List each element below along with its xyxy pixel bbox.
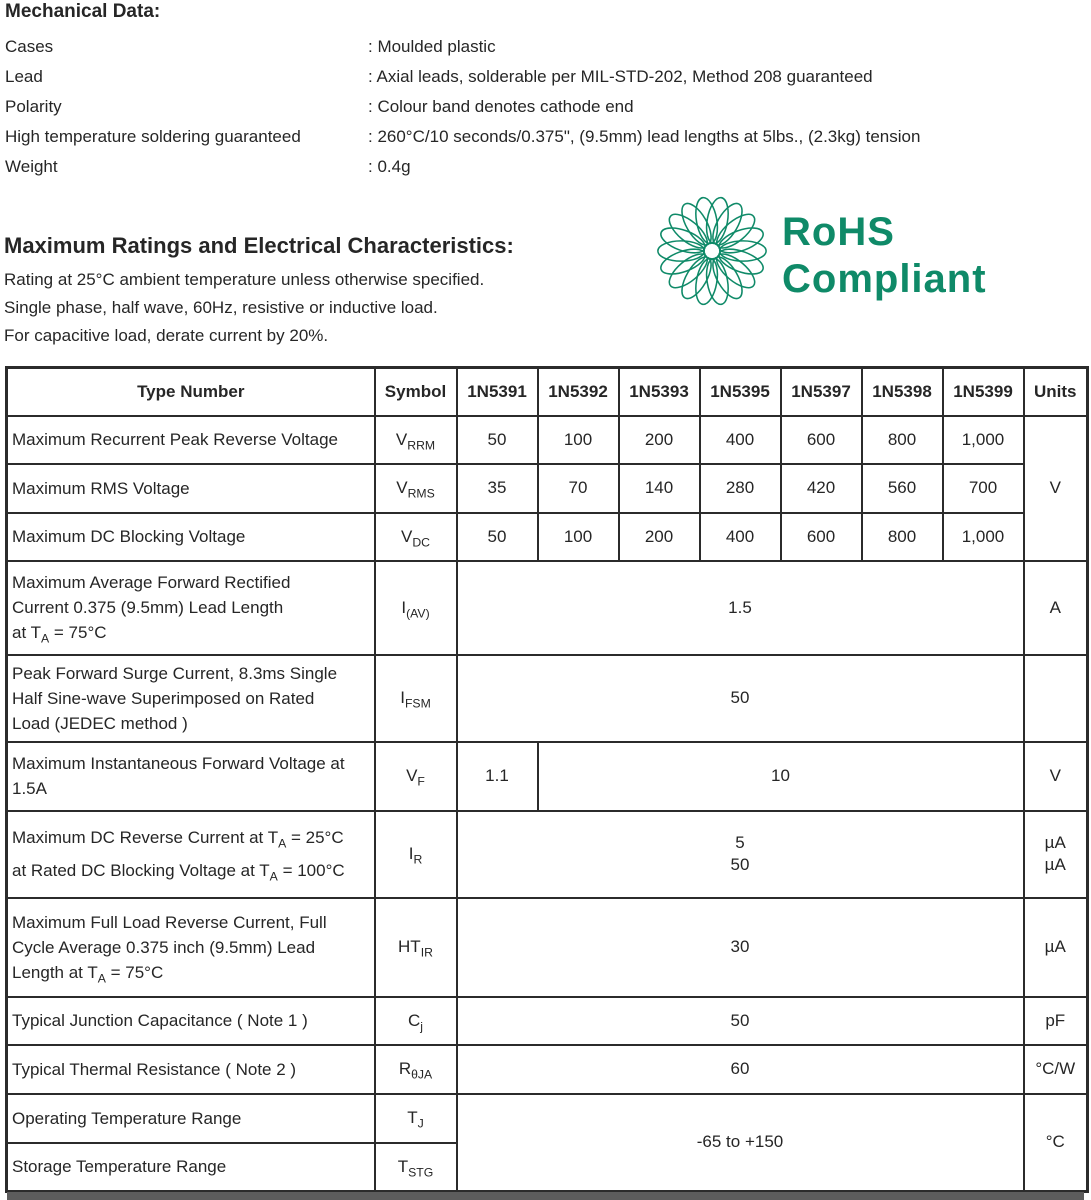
symbol-cell: $V_{RRM}$ xyxy=(375,416,457,464)
value-cell: 1,000 xyxy=(943,513,1024,561)
param-cell: Maximum DC Blocking Voltage xyxy=(7,513,375,561)
mech-label: Lead xyxy=(5,67,43,86)
units-cell: pF xyxy=(1024,997,1088,1045)
next-section-bar xyxy=(7,1192,1084,1200)
table-row-vf xyxy=(7,742,1088,811)
mech-value: : 260°C/10 seconds/0.375", (9.5mm) lead lengths at 5lbs., (2.3kg) tension xyxy=(368,127,921,146)
symbol-cell: $V_{DC}$ xyxy=(375,513,457,561)
ratings-table xyxy=(5,366,1089,1193)
value-cell-span: 10 xyxy=(538,742,1024,811)
units-cell: V xyxy=(1024,416,1088,561)
value-cell-span: 5 50 xyxy=(457,811,1024,898)
param-cell: Peak Forward Surge Current, 8.3ms Single Half Sine-wave Superimposed on Rated Load (JEDEC method ) xyxy=(7,655,375,742)
table-row-rthja xyxy=(7,1045,1088,1094)
symbol-cell: $R_{\theta JA}$ xyxy=(375,1045,457,1094)
param-cell: Typical Junction Capacitance ( Note 1 ) xyxy=(7,997,375,1045)
ratings-heading: Maximum Ratings and Electrical Characteristics: xyxy=(4,233,514,258)
symbol-cell: $I_{FSM}$ xyxy=(375,655,457,742)
value-cell-span: -65 to +150 xyxy=(457,1094,1024,1192)
mechanical-data-section xyxy=(5,1,1086,182)
symbol-cell: $V_{RMS}$ xyxy=(375,464,457,513)
value-cell: 700 xyxy=(943,464,1024,513)
value-cell: 140 xyxy=(619,464,700,513)
units-cell: A xyxy=(1024,561,1088,655)
mech-label: Polarity xyxy=(5,97,62,116)
column-header-type-number: Type Number xyxy=(7,368,375,416)
mech-value: : 0.4g xyxy=(368,157,411,176)
param-cell: Operating Temperature Range xyxy=(7,1094,375,1143)
value-cell: 200 xyxy=(619,513,700,561)
ratings-notes xyxy=(4,269,484,353)
param-cell: Maximum RMS Voltage xyxy=(7,464,375,513)
param-cell: Maximum DC Reverse Current at $T_A = 25^\circ C$ at Rated DC Blocking Voltage at $T_A = 100^\circ C$ xyxy=(7,811,375,898)
symbol-cell: $V_F$ xyxy=(375,742,457,811)
value-cell: 50 xyxy=(457,513,538,561)
table-row-htir xyxy=(7,898,1088,997)
value-cell: 420 xyxy=(781,464,862,513)
symbol-cell: $T_{STG}$ xyxy=(375,1143,457,1192)
symbol-cell: $I_{(AV)}$ xyxy=(375,561,457,655)
mech-label: Cases xyxy=(5,37,54,56)
value-cell: 100 xyxy=(538,416,619,464)
mech-row-cases xyxy=(5,32,1086,62)
symbol-cell: $T_J$ xyxy=(375,1094,457,1143)
mech-value: : Colour band denotes cathode end xyxy=(368,97,634,116)
column-header-part: 1N5391 xyxy=(457,368,538,416)
value-cell: 100 xyxy=(538,513,619,561)
units-cell: µA xyxy=(1024,898,1088,997)
note-line: Single phase, half wave, 60Hz, resistive or inductive load. xyxy=(4,298,438,317)
value-cell: 200 xyxy=(619,416,700,464)
value-cell: 280 xyxy=(700,464,781,513)
symbol-cell: $C_j$ xyxy=(375,997,457,1045)
param-cell: Maximum Instantaneous Forward Voltage at 1.5A xyxy=(7,742,375,811)
column-header-part: 1N5397 xyxy=(781,368,862,416)
value-cell-span: 60 xyxy=(457,1045,1024,1094)
table-header-row xyxy=(7,368,1088,416)
value-cell: 560 xyxy=(862,464,943,513)
rohs-spirograph-icon xyxy=(654,193,770,309)
param-cell: Maximum Recurrent Peak Reverse Voltage xyxy=(7,416,375,464)
mechanical-data-heading: Mechanical Data: xyxy=(5,1,161,22)
value-cell: 800 xyxy=(862,416,943,464)
value-cell-span: 30 xyxy=(457,898,1024,997)
symbol-cell: $HT_{IR}$ xyxy=(375,898,457,997)
value-cell: 50 xyxy=(457,416,538,464)
param-cell: Typical Thermal Resistance ( Note 2 ) xyxy=(7,1045,375,1094)
value-cell: 600 xyxy=(781,513,862,561)
rohs-line2: Compliant xyxy=(782,257,987,301)
column-header-units: Units xyxy=(1024,368,1088,416)
mech-row-weight xyxy=(5,152,1086,182)
value-cell: 400 xyxy=(700,416,781,464)
units-cell: °C/W xyxy=(1024,1045,1088,1094)
value-cell: 1,000 xyxy=(943,416,1024,464)
mech-value: : Moulded plastic xyxy=(368,37,496,56)
column-header-part: 1N5398 xyxy=(862,368,943,416)
table-row-cj xyxy=(7,997,1088,1045)
rohs-text xyxy=(782,209,987,303)
table-row-vdc xyxy=(7,513,1088,561)
value-cell-span: 50 xyxy=(457,655,1024,742)
units-cell: µA µA xyxy=(1024,811,1088,898)
table-row-tj xyxy=(7,1094,1088,1143)
note-line: For capacitive load, derate current by 20%. xyxy=(4,326,329,345)
units-cell: V xyxy=(1024,742,1088,811)
column-header-part: 1N5395 xyxy=(700,368,781,416)
rohs-compliant-logo xyxy=(654,193,987,309)
value-cell: 600 xyxy=(781,416,862,464)
value-cell: 35 xyxy=(457,464,538,513)
param-cell: Storage Temperature Range xyxy=(7,1143,375,1192)
value-cell: 1.1 xyxy=(457,742,538,811)
table-row-vrrm xyxy=(7,416,1088,464)
mech-label: Weight xyxy=(5,157,58,176)
param-cell: Maximum Full Load Reverse Current, Full Cycle Average 0.375 inch (9.5mm) Lead Length at $T_A = 75^\circ C$ xyxy=(7,898,375,997)
table-row-ifsm xyxy=(7,655,1088,742)
units-cell xyxy=(1024,655,1088,742)
table-row-iav xyxy=(7,561,1088,655)
param-cell: Maximum Average Forward Rectified Current 0.375 (9.5mm) Lead Length at $T_A = 75^\circ C$ xyxy=(7,561,375,655)
column-header-part: 1N5393 xyxy=(619,368,700,416)
note-line: Rating at 25°C ambient temperature unless otherwise specified. xyxy=(4,270,485,289)
mech-row-soldering xyxy=(5,122,1086,152)
mech-row-lead xyxy=(5,62,1086,92)
value-cell: 70 xyxy=(538,464,619,513)
column-header-part: 1N5392 xyxy=(538,368,619,416)
symbol-cell: $I_R$ xyxy=(375,811,457,898)
units-cell: °C xyxy=(1024,1094,1088,1192)
value-cell-span: 50 xyxy=(457,997,1024,1045)
value-cell-span: 1.5 xyxy=(457,561,1024,655)
mech-value: : Axial leads, solderable per MIL-STD-202, Method 208 guaranteed xyxy=(368,67,873,86)
rohs-line1: RoHS xyxy=(782,210,895,254)
table-row-vrms xyxy=(7,464,1088,513)
mech-row-polarity xyxy=(5,92,1086,122)
mech-label: High temperature soldering guaranteed xyxy=(5,127,301,146)
value-cell: 800 xyxy=(862,513,943,561)
table-row-ir xyxy=(7,811,1088,898)
column-header-part: 1N5399 xyxy=(943,368,1024,416)
value-cell: 400 xyxy=(700,513,781,561)
column-header-symbol: Symbol xyxy=(375,368,457,416)
